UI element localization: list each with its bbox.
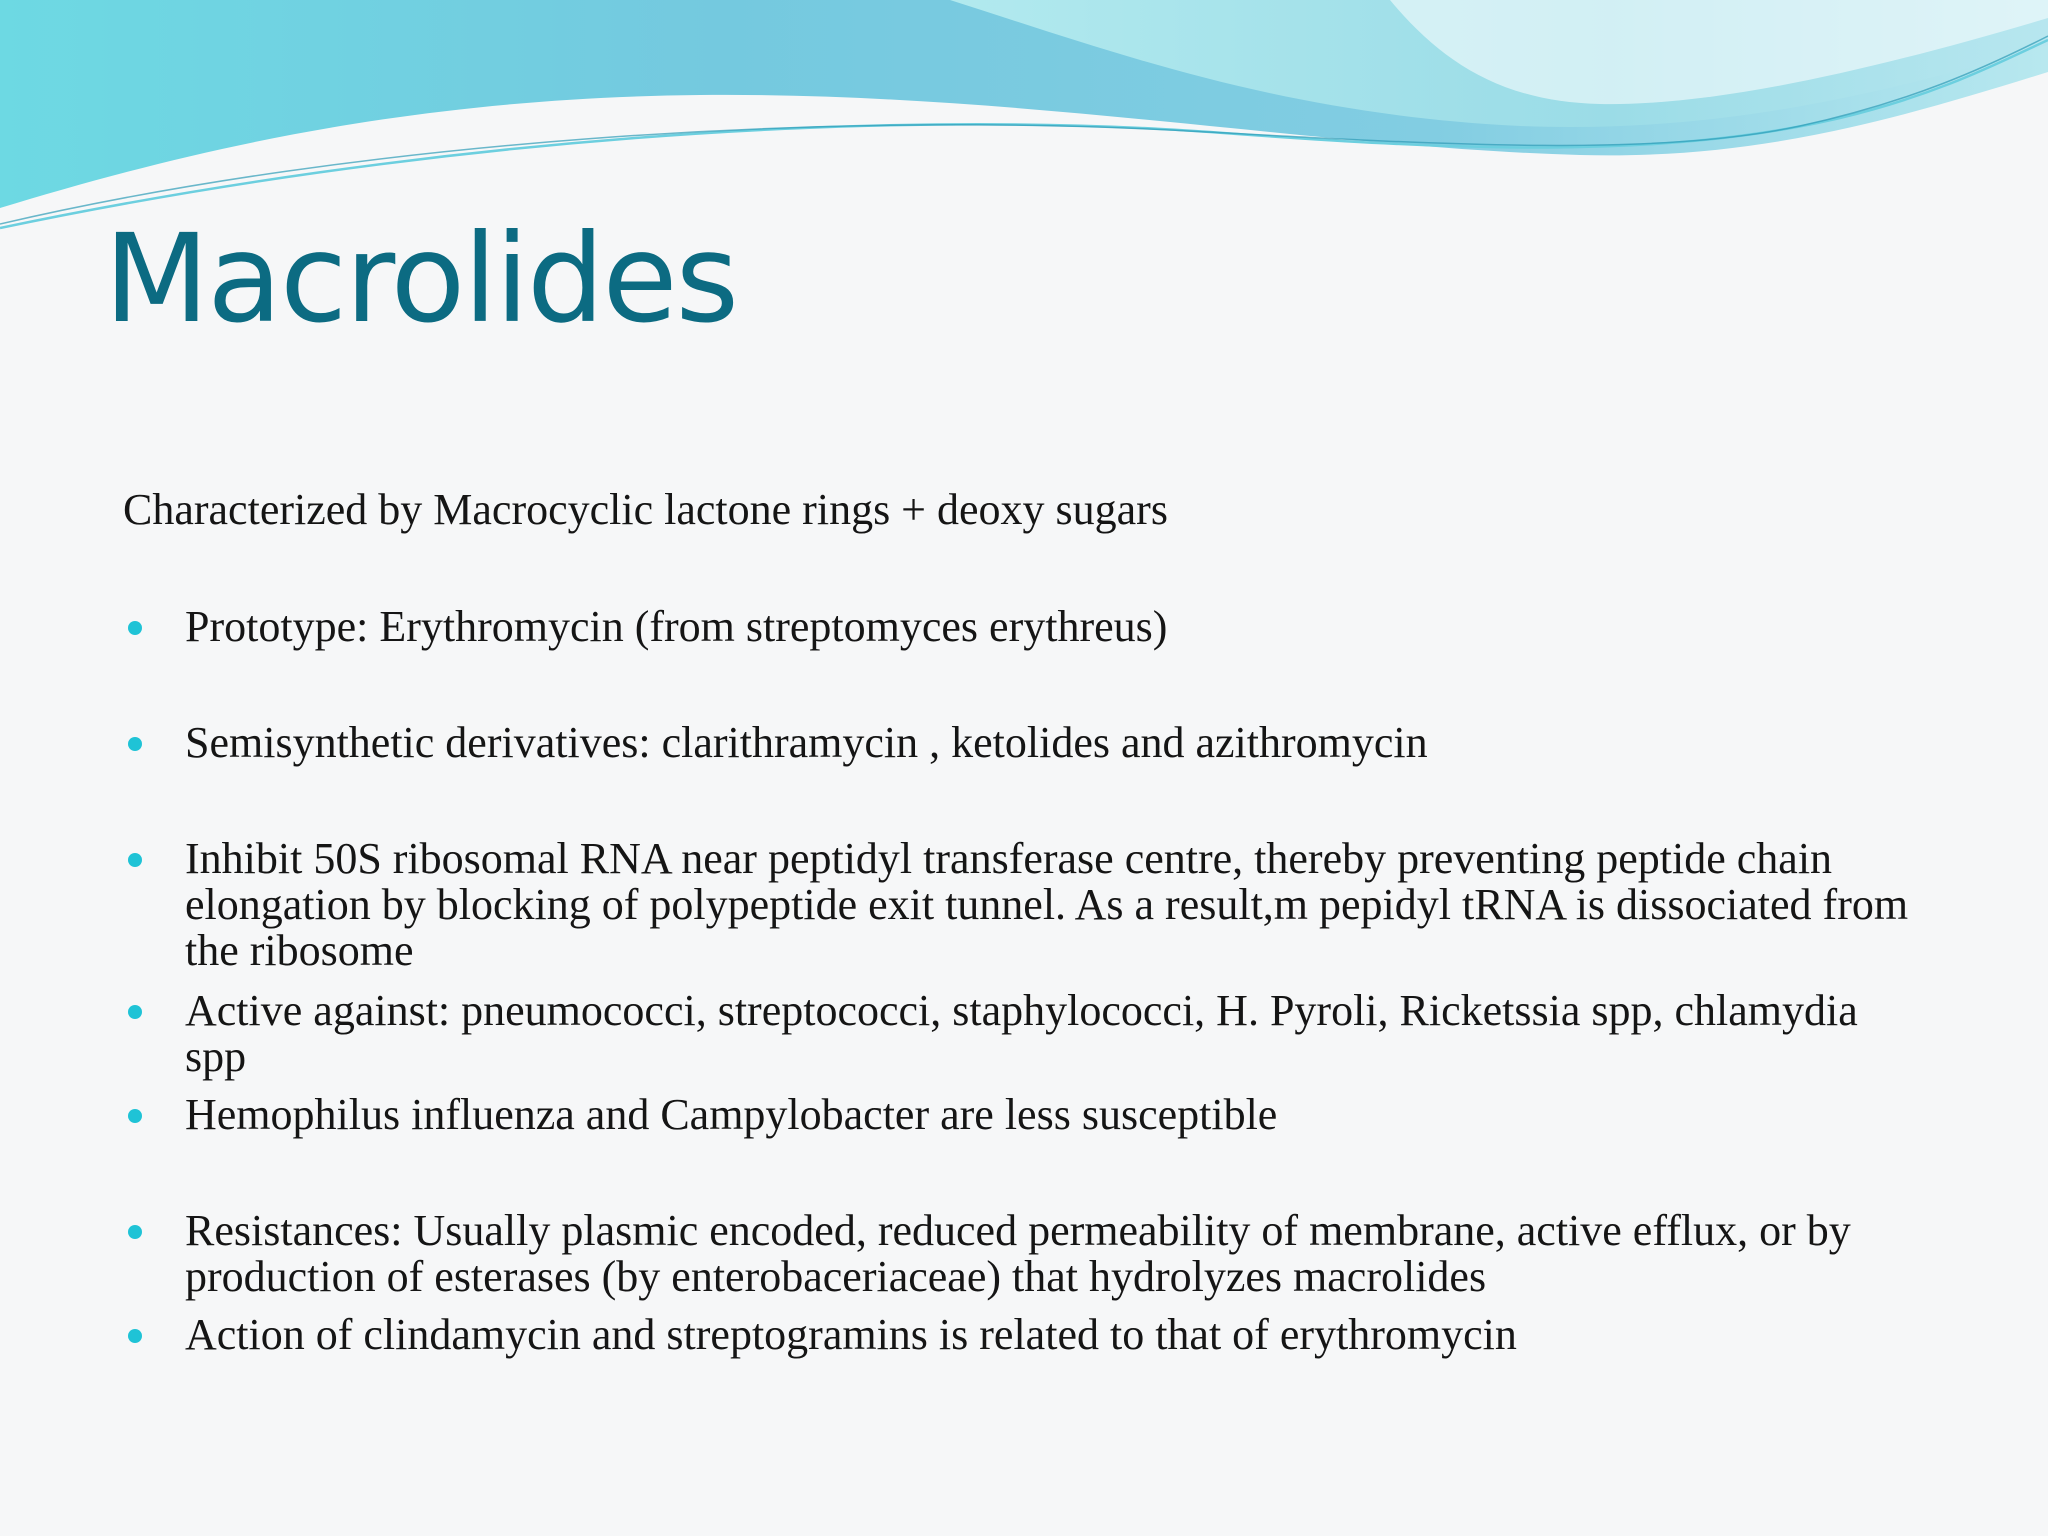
bullet-item xyxy=(123,836,1923,974)
bullet-text: Active against: pneumococci, streptococci, staphylococci, H. Pyroli, Ricketssia spp, chlamydia spp xyxy=(185,986,1858,1081)
bullet-item xyxy=(123,720,1923,766)
bullet-text: Semisynthetic derivatives: clarithramycin , ketolides and azithromycin xyxy=(185,718,1428,767)
bullet-item xyxy=(123,1092,1923,1138)
cyan-dot-bullet-icon xyxy=(128,1109,142,1123)
bullet-text: Inhibit 50S ribosomal RNA near peptidyl transferase centre, thereby preventing peptide chain elongation by blocking of polypeptide exit tunnel. As a result,m pepidyl tRNA is dissociated from the ribosome xyxy=(185,834,1909,975)
cyan-dot-bullet-icon xyxy=(128,1329,142,1343)
intro-text: Characterized by Macrocyclic lactone rings + deoxy sugars xyxy=(123,485,1168,534)
bullet-text: Resistances: Usually plasmic encoded, reduced permeability of membrane, active efflux, or by production of esterases (by enterobaceriaceae) that hydrolyzes macrolides xyxy=(185,1206,1851,1301)
bullet-text: Action of clindamycin and streptogramins is related to that of erythromycin xyxy=(185,1310,1517,1359)
bullet-text: Hemophilus influenza and Campylobacter are less susceptible xyxy=(185,1090,1278,1139)
cyan-dot-bullet-icon xyxy=(128,853,142,867)
bullet-item xyxy=(123,1208,1923,1300)
bullet-item xyxy=(123,1312,1923,1358)
bullet-item xyxy=(123,604,1923,650)
cyan-dot-bullet-icon xyxy=(128,1005,142,1019)
bullet-text: Prototype: Erythromycin (from streptomyces erythreus) xyxy=(185,602,1168,651)
bullet-item xyxy=(123,988,1923,1080)
cyan-dot-bullet-icon xyxy=(128,1225,142,1239)
cyan-dot-bullet-icon xyxy=(128,737,142,751)
page-title: Macrolides xyxy=(104,208,738,350)
cyan-dot-bullet-icon xyxy=(128,621,142,635)
